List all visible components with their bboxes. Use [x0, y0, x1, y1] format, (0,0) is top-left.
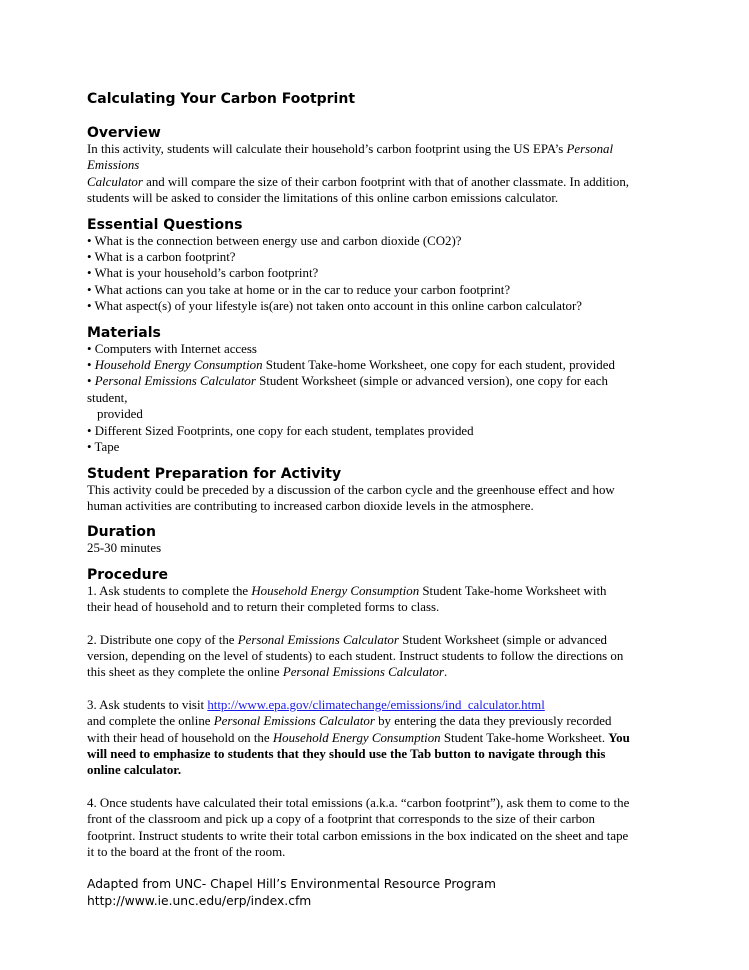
step-em: Personal Emissions Calculator: [237, 632, 399, 647]
question-item: • What actions can you take at home or in the car to reduce your carbon footprint?: [87, 282, 511, 297]
essential-questions-heading: Essential Questions: [87, 216, 243, 233]
step-bold: online calculator.: [87, 763, 182, 778]
step-em: Household Energy Consumption: [272, 730, 441, 745]
footer-credit: Adapted from UNC- Chapel Hill’s Environmental Resource Program: [87, 877, 496, 891]
material-item: • Tape: [87, 440, 120, 455]
step-text: and complete the online: [87, 714, 214, 729]
overview-line: [87, 174, 662, 190]
step-line: 4. Once students have calculated their total emissions (a.k.a. “carbon footprint”), ask them to come to the: [87, 795, 630, 810]
procedure-step-3: [87, 697, 662, 779]
material-item-cont: provided: [97, 407, 143, 422]
overview-heading: Overview: [87, 125, 161, 141]
step-line: [87, 730, 662, 746]
materials-heading: Materials: [87, 324, 161, 341]
preparation-text: human activities are contributing to increased carbon dioxide levels in the atmosphere.: [87, 498, 534, 513]
procedure-step-1: [87, 583, 662, 616]
step-line: [87, 762, 662, 778]
step-line: front of the classroom and pick up a copy of a footprint that corresponds to the size of their carbon: [87, 812, 595, 827]
bullet: •: [87, 358, 95, 373]
document-title: Calculating Your Carbon Footprint: [87, 91, 356, 107]
material-em: Household Energy Consumption: [94, 358, 263, 373]
document-page: [87, 90, 662, 860]
overview-em: Calculator: [87, 174, 143, 189]
overview-section: [87, 125, 662, 207]
footer-url: http://www.ie.unc.edu/erp/index.cfm: [87, 893, 312, 908]
step-em: Personal Emissions Calculator: [213, 714, 375, 729]
procedure-step-2: [87, 632, 662, 681]
preparation-text: This activity could be preceded by a discussion of the carbon cycle and the greenhouse effect and how: [87, 482, 615, 497]
step-text: Student Take-home Worksheet with: [419, 583, 607, 598]
step-line: [87, 746, 662, 762]
question-item: • What aspect(s) of your lifestyle is(are) not taken onto account in this online carbon calculator?: [87, 299, 583, 314]
step-line: footprint. Instruct students to write their total carbon emissions in the box indicated on the sheet and tape: [87, 828, 629, 843]
epa-calculator-link[interactable]: http://www.epa.gov/climatechange/emissions/ind_calculator.html: [207, 697, 545, 712]
step-text: 1. Ask students to complete the: [87, 583, 252, 598]
preparation-section: [87, 466, 662, 515]
step-bold: You: [608, 730, 630, 745]
step-em: Household Energy Consumption: [251, 583, 420, 598]
step-line: [87, 583, 662, 599]
step-line: [87, 632, 662, 648]
overview-line: [87, 141, 662, 157]
duration-heading: Duration: [87, 524, 157, 541]
step-text: 3. Ask students to visit: [87, 697, 208, 712]
bullet: •: [87, 374, 95, 389]
overview-text: In this activity, students will calculate their household’s carbon footprint using the US EPA’s: [87, 142, 567, 156]
overview-em: Personal: [566, 142, 614, 156]
step-line: [87, 697, 662, 713]
step-text: Student Take-home Worksheet.: [440, 730, 609, 745]
procedure-section: [87, 567, 662, 861]
question-item: • What is a carbon footprint?: [87, 250, 236, 265]
material-item: • Computers with Internet access: [87, 341, 257, 356]
overview-line: students will be asked to consider the limitations of this online carbon emissions calculator.: [87, 191, 559, 206]
step-text: by entering the data they previously recorded: [374, 714, 612, 729]
essential-questions-section: [87, 217, 662, 315]
step-line: [87, 713, 662, 729]
material-em: Personal Emissions Calculator: [94, 374, 256, 389]
material-text: Student Take-home Worksheet, one copy for each student, provided: [262, 358, 615, 373]
procedure-step-4: [87, 795, 662, 861]
step-text: this sheet as they complete the online: [87, 665, 283, 680]
overview-line: [87, 157, 662, 173]
preparation-heading: Student Preparation for Activity: [87, 465, 342, 482]
step-line: it to the board at the front of the room.: [87, 845, 286, 859]
question-item: • What is the connection between energy use and carbon dioxide (CO2)?: [87, 233, 462, 248]
materials-section: [87, 325, 662, 456]
question-item: • What is your household’s carbon footprint?: [87, 266, 319, 281]
material-item-cont: student,: [87, 390, 128, 405]
duration-value: 25-30 minutes: [87, 541, 162, 556]
overview-text: and will compare the size of their carbon footprint with that of another classmate. In addition,: [142, 174, 629, 189]
step-text: 2. Distribute one copy of the: [87, 632, 238, 647]
step-em: Personal Emissions Calculator: [282, 665, 444, 680]
step-text: Student Worksheet (simple or advanced: [398, 632, 608, 647]
material-item: [87, 357, 662, 373]
footer: [87, 876, 496, 909]
material-item: [87, 373, 662, 389]
step-text: .: [443, 665, 448, 680]
duration-section: [87, 524, 662, 556]
step-text: with their head of household on the: [87, 730, 273, 745]
step-line: [87, 664, 662, 680]
step-line: version, depending on the level of students) to each student. Instruct students to follow the directions on: [87, 648, 624, 663]
material-item: • Different Sized Footprints, one copy for each student, templates provided: [87, 423, 474, 438]
step-line: their head of household and to return their completed forms to class.: [87, 600, 440, 615]
procedure-heading: Procedure: [87, 566, 168, 583]
material-text: Student Worksheet (simple or advanced version), one copy for each: [255, 374, 608, 389]
overview-em: Emissions: [87, 158, 140, 173]
step-bold: will need to emphasize to students that they should use the Tab button to navigate through this: [87, 746, 606, 761]
